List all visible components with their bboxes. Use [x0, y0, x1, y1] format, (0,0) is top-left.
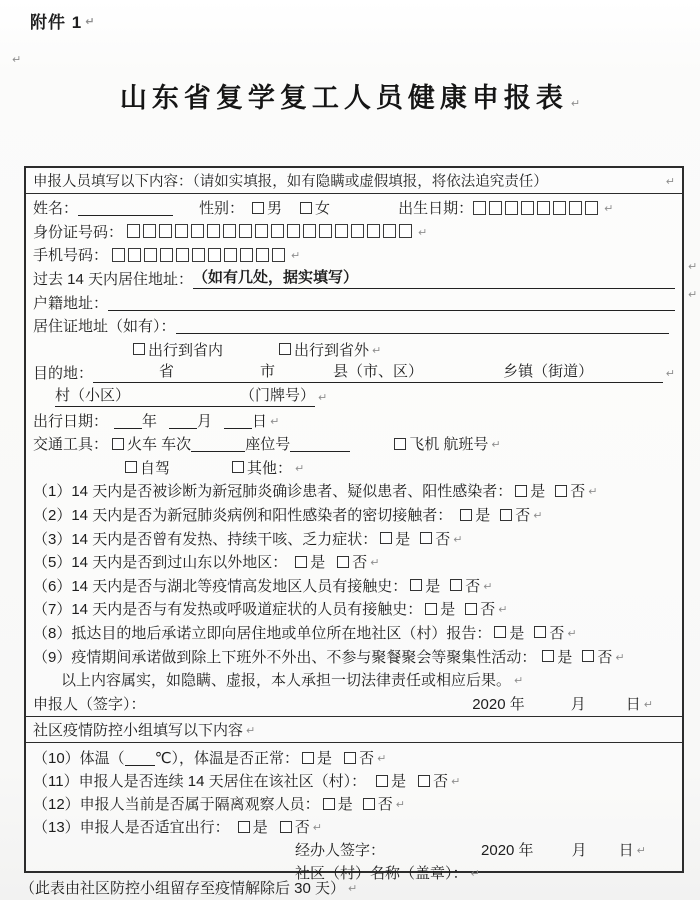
- declarant-section-header-text: 申报人员填写以下内容：（请如实填报，如有隐瞒或虚假填报，将依法追究责任）: [33, 174, 548, 190]
- transport-row: [33, 432, 675, 456]
- no-label: 否: [359, 750, 375, 767]
- question-text: （12）申报人当前是否属于隔离观察人员：: [33, 796, 320, 813]
- digit-box[interactable]: [399, 224, 412, 238]
- name-label: 姓名：: [33, 200, 79, 218]
- checkbox-no[interactable]: [418, 775, 430, 787]
- address-14day-hint: （如有几处，据实填写）: [193, 269, 359, 287]
- yes-label: 是: [317, 750, 333, 767]
- affirmation-row: [33, 668, 675, 692]
- digit-box[interactable]: [255, 224, 268, 238]
- checkbox-no[interactable]: [555, 485, 567, 497]
- question-row: [33, 574, 675, 598]
- return-mark-icon: ↵: [85, 16, 96, 28]
- seat-number-blank[interactable]: [290, 435, 350, 452]
- digit-box[interactable]: [569, 201, 582, 215]
- handler-sign-year: 2020 年: [481, 842, 534, 859]
- digit-box[interactable]: [207, 224, 220, 238]
- question-row: [33, 526, 675, 550]
- digit-box[interactable]: [240, 248, 253, 262]
- residence-permit-row: [33, 314, 675, 338]
- digit-box[interactable]: [383, 224, 396, 238]
- digit-box[interactable]: [128, 248, 141, 262]
- female-label: 女: [315, 200, 331, 218]
- checkbox-no[interactable]: [363, 798, 375, 810]
- checkbox-yes[interactable]: [295, 556, 307, 568]
- checkbox-yes[interactable]: [410, 579, 422, 591]
- destination-label: 目的地：: [33, 365, 94, 383]
- travel-date-label: 出行日期：: [33, 412, 109, 430]
- declarant-sign-row: [33, 691, 675, 715]
- handler-sign-month: 月: [571, 842, 587, 859]
- return-mark-icon: ↵: [295, 462, 305, 475]
- checkbox-yes[interactable]: [376, 775, 388, 787]
- digit-box[interactable]: [175, 224, 188, 238]
- question-row: [33, 815, 675, 838]
- no-label: 否: [480, 601, 496, 619]
- month-blank[interactable]: [169, 412, 197, 429]
- town-label: 乡镇（街道）: [503, 363, 594, 381]
- address-14day-label: 过去 14 天内居住地址：: [33, 271, 194, 289]
- checkbox-travel-in-province[interactable]: [133, 343, 145, 355]
- checkbox-no[interactable]: [582, 650, 594, 662]
- question-text: （3）14 天内是否曾有发热、持续干咳、乏力症状：: [33, 530, 378, 548]
- residence-permit-blank[interactable]: [176, 317, 669, 334]
- temperature-row: [33, 746, 675, 769]
- return-mark-icon: ↵: [318, 392, 328, 405]
- self-drive-label: 自驾: [140, 459, 171, 477]
- transport-row-2: [33, 456, 675, 480]
- digit-box[interactable]: [159, 224, 172, 238]
- village-row: [33, 385, 675, 409]
- return-mark-icon: ↵: [451, 776, 461, 788]
- checkbox-yes[interactable]: [425, 603, 437, 615]
- question-text: （1）14 天内是否被诊断为新冠肺炎确诊患者、疑似患者、阳性感染者：: [33, 483, 513, 501]
- province-label: 省: [159, 363, 175, 381]
- question-row: [33, 792, 675, 815]
- checkbox-yes[interactable]: [380, 532, 392, 544]
- travel-out-label: 出行到省外: [294, 341, 370, 359]
- no-label: 否: [570, 483, 586, 501]
- return-mark-icon: ↵: [665, 176, 675, 188]
- checkbox-self-drive[interactable]: [125, 461, 137, 473]
- yes-label: 是: [475, 507, 491, 525]
- digit-box[interactable]: [335, 224, 348, 238]
- return-mark-icon: ↵: [665, 368, 675, 381]
- sign-day: 日: [625, 695, 641, 713]
- return-mark-icon: ↵: [270, 415, 280, 428]
- checkbox-yes[interactable]: [494, 626, 506, 638]
- return-mark-icon: ↵: [615, 651, 625, 664]
- question-text: （2）14 天内是否为新冠肺炎病例和阳性感染者的密切接触者：: [33, 507, 453, 525]
- temperature-label-post: ℃），体温是否正常：: [154, 750, 300, 767]
- checkbox-plane[interactable]: [394, 438, 406, 450]
- phone-row: [33, 243, 675, 267]
- return-mark-icon: ↵: [348, 883, 358, 895]
- no-label: 否: [515, 507, 531, 525]
- sign-year: 2020 年: [472, 695, 525, 713]
- community-section-header: [26, 716, 682, 743]
- digit-box[interactable]: [191, 224, 204, 238]
- return-mark-icon: ↵: [514, 675, 524, 688]
- declarant-sign-label: 申报人（签字）：: [33, 695, 146, 713]
- digit-box[interactable]: [521, 201, 534, 215]
- affirmation-text: 以上内容属实，如隐瞒、虚报，本人承担一切法律责任或相应后果。: [61, 672, 512, 690]
- digit-box[interactable]: [489, 201, 502, 215]
- yes-label: 是: [425, 577, 441, 595]
- year-blank[interactable]: [114, 412, 142, 429]
- return-mark-icon: ↵: [395, 799, 405, 811]
- checkbox-no[interactable]: [465, 603, 477, 615]
- return-mark-icon: ↵: [604, 203, 614, 216]
- checkbox-train[interactable]: [112, 438, 124, 450]
- question-text: （13）申报人是否适宜出行：: [33, 819, 230, 836]
- retention-note: [20, 877, 357, 898]
- handler-sign-label: 经办人签字：: [295, 842, 386, 859]
- question-text: （7）14 天内是否与有发热或呼吸道症状的人员有接触史：: [33, 601, 423, 619]
- return-mark-icon: ↵: [291, 250, 301, 263]
- no-label: 否: [433, 773, 449, 790]
- gender-label: 性别：: [199, 200, 245, 218]
- title-row: [0, 76, 700, 115]
- digit-box[interactable]: [127, 224, 140, 238]
- checkbox-no[interactable]: [337, 556, 349, 568]
- year-label: 年: [142, 412, 158, 430]
- yes-label: 是: [391, 773, 407, 790]
- day-label: 日: [252, 412, 268, 430]
- address-14day-row: [33, 267, 675, 291]
- id-label: 身份证号码：: [33, 223, 124, 241]
- no-label: 否: [549, 624, 565, 642]
- digit-box[interactable]: [208, 248, 221, 262]
- return-mark-icon: ↵: [636, 845, 646, 857]
- digit-box[interactable]: [223, 224, 236, 238]
- name-gender-birth-row: [33, 196, 675, 220]
- digit-box[interactable]: [319, 224, 332, 238]
- yes-label: 是: [337, 796, 353, 813]
- yes-label: 是: [557, 648, 573, 666]
- digit-box[interactable]: [287, 224, 300, 238]
- checkbox-yes[interactable]: [323, 798, 335, 810]
- handler-sign-day: 日: [618, 842, 634, 859]
- address-14day-blank[interactable]: [193, 268, 675, 289]
- question-row: [33, 479, 675, 503]
- train-label: 火车 车次: [127, 436, 192, 454]
- checkbox-no[interactable]: [500, 509, 512, 521]
- county-label: 县（市、区）: [333, 363, 424, 381]
- transport-label: 交通工具：: [33, 436, 109, 454]
- question-text: （11）申报人是否连续 14 天居住在该社区（村）：: [33, 773, 367, 790]
- checkbox-no[interactable]: [280, 821, 292, 833]
- checkbox-no[interactable]: [450, 579, 462, 591]
- travel-scope-row: [33, 338, 675, 362]
- digit-box[interactable]: [144, 248, 157, 262]
- digit-box[interactable]: [537, 201, 550, 215]
- yes-label: 是: [395, 530, 411, 548]
- sign-month: 月: [570, 695, 586, 713]
- yes-label: 是: [440, 601, 456, 619]
- page-title: 山东省复学复工人员健康申报表: [119, 83, 568, 113]
- checkbox-no[interactable]: [344, 752, 356, 764]
- yes-label: 是: [509, 624, 525, 642]
- digit-box[interactable]: [224, 248, 237, 262]
- no-label: 否: [597, 648, 613, 666]
- checkbox-no[interactable]: [420, 532, 432, 544]
- handler-sign-row: [33, 838, 675, 861]
- declarant-sign-date: [472, 693, 653, 714]
- travel-in-label: 出行到省内: [148, 341, 224, 359]
- return-mark-icon: ↵: [498, 604, 508, 617]
- return-mark-icon: ↵: [246, 725, 256, 737]
- no-label: 否: [352, 554, 368, 572]
- hukou-blank[interactable]: [108, 294, 675, 311]
- return-mark-icon: ↵: [12, 54, 22, 66]
- digit-box[interactable]: [143, 224, 156, 238]
- digit-box[interactable]: [176, 248, 189, 262]
- return-mark-icon: ↵: [372, 344, 382, 357]
- no-label: 否: [377, 796, 393, 813]
- no-label: 否: [294, 819, 310, 836]
- question-text: （5）14 天内是否到过山东以外地区：: [33, 554, 288, 572]
- question-row: [33, 769, 675, 792]
- question-row: [33, 503, 675, 527]
- return-mark-icon: ↵: [370, 557, 380, 570]
- day-blank[interactable]: [224, 412, 252, 429]
- return-mark-icon: ↵: [453, 533, 463, 546]
- checkbox-travel-out-province[interactable]: [279, 343, 291, 355]
- checkbox-yes[interactable]: [515, 485, 527, 497]
- question-row: [33, 621, 675, 645]
- attachment-label: [30, 8, 95, 33]
- retention-note-text: （此表由社区防控小组留存至疫情解除后 30 天）: [20, 880, 346, 897]
- destination-row: [33, 361, 675, 385]
- community-section-header-text: 社区疫情防控小组填写以下内容: [33, 722, 244, 739]
- return-mark-icon: ↵: [491, 439, 501, 452]
- return-mark-icon: ↵: [418, 226, 428, 239]
- digit-box[interactable]: [271, 224, 284, 238]
- return-mark-icon: ↵: [588, 486, 598, 499]
- temperature-label-pre: （10）体温（: [33, 750, 125, 767]
- digit-box[interactable]: [303, 224, 316, 238]
- checkbox-no[interactable]: [534, 626, 546, 638]
- return-mark-icon: ↵: [377, 753, 387, 765]
- return-mark-icon: ↵: [643, 698, 653, 711]
- checkbox-female[interactable]: [300, 202, 312, 214]
- digit-box[interactable]: [553, 201, 566, 215]
- digit-box[interactable]: [192, 248, 205, 262]
- train-number-blank[interactable]: [191, 435, 245, 452]
- name-blank[interactable]: [78, 199, 173, 216]
- return-mark-icon: ↵: [312, 822, 322, 834]
- digit-box[interactable]: [239, 224, 252, 238]
- return-mark-icon: ↵: [688, 289, 698, 301]
- hukou-label: 户籍地址：: [33, 294, 109, 312]
- return-mark-icon: ↵: [567, 627, 577, 640]
- city-label: 市: [260, 363, 276, 381]
- checkbox-yes[interactable]: [238, 821, 250, 833]
- question-text: （6）14 天内是否与湖北等疫情高发地区人员有接触史：: [33, 577, 408, 595]
- declarant-section-header: [26, 168, 682, 194]
- declarant-section-body: [26, 194, 682, 716]
- return-mark-icon: ↵: [570, 98, 581, 110]
- community-section-body: [26, 743, 682, 884]
- destination-blank[interactable]: [93, 362, 663, 383]
- return-mark-icon: ↵: [470, 868, 480, 880]
- checkbox-other[interactable]: [232, 461, 244, 473]
- digit-box[interactable]: [367, 224, 380, 238]
- question-row: [33, 644, 675, 668]
- return-mark-icon: ↵: [483, 580, 493, 593]
- yes-label: 是: [530, 483, 546, 501]
- digit-box[interactable]: [585, 201, 598, 215]
- hukou-address-row: [33, 290, 675, 314]
- residence-permit-label: 居住证地址（如有）：: [33, 318, 176, 336]
- checkbox-yes[interactable]: [302, 752, 314, 764]
- question-text: （9）疫情期间承诺做到除上下班外不外出、不参与聚餐聚会等聚集性活动：: [33, 648, 537, 666]
- digit-box[interactable]: [160, 248, 173, 262]
- other-label: 其他：: [247, 459, 293, 477]
- phone-label: 手机号码：: [33, 247, 109, 265]
- digit-box[interactable]: [473, 201, 486, 215]
- birth-digit-boxes: [473, 201, 601, 215]
- digit-box[interactable]: [112, 248, 125, 262]
- checkbox-yes[interactable]: [542, 650, 554, 662]
- phone-digit-boxes: [112, 248, 288, 262]
- travel-date-row: [33, 408, 675, 432]
- male-label: 男: [267, 200, 283, 218]
- no-label: 否: [465, 577, 481, 595]
- digit-box[interactable]: [351, 224, 364, 238]
- digit-box[interactable]: [256, 248, 269, 262]
- health-declaration-form: [24, 166, 684, 882]
- digit-box[interactable]: [272, 248, 285, 262]
- community-seal-label: 社区（村）名称（盖章）：: [295, 865, 468, 882]
- question-row: [33, 597, 675, 621]
- digit-box[interactable]: [505, 201, 518, 215]
- birth-label: 出生日期：: [398, 200, 474, 218]
- temperature-blank[interactable]: [125, 749, 155, 766]
- checkbox-yes[interactable]: [460, 509, 472, 521]
- checkbox-male[interactable]: [252, 202, 264, 214]
- month-label: 月: [197, 412, 213, 430]
- yes-label: 是: [310, 554, 326, 572]
- village-label: 村（小区）: [55, 387, 131, 405]
- village-blank[interactable]: [55, 386, 315, 407]
- house-no-label: （门牌号）: [240, 387, 316, 405]
- return-mark-icon: ↵: [533, 510, 543, 523]
- no-label: 否: [435, 530, 451, 548]
- id-number-row: [33, 220, 675, 244]
- plane-label: 飞机 航班号: [409, 436, 489, 454]
- attachment-text: 附件 1: [30, 13, 83, 32]
- seat-label: 座位号: [245, 436, 291, 454]
- yes-label: 是: [252, 819, 268, 836]
- question-text: （8）抵达目的地后承诺立即向居住地或单位所在地社区（村）报告：: [33, 624, 492, 642]
- question-row: [33, 550, 675, 574]
- return-mark-icon: ↵: [688, 261, 698, 273]
- id-digit-boxes: [127, 224, 415, 238]
